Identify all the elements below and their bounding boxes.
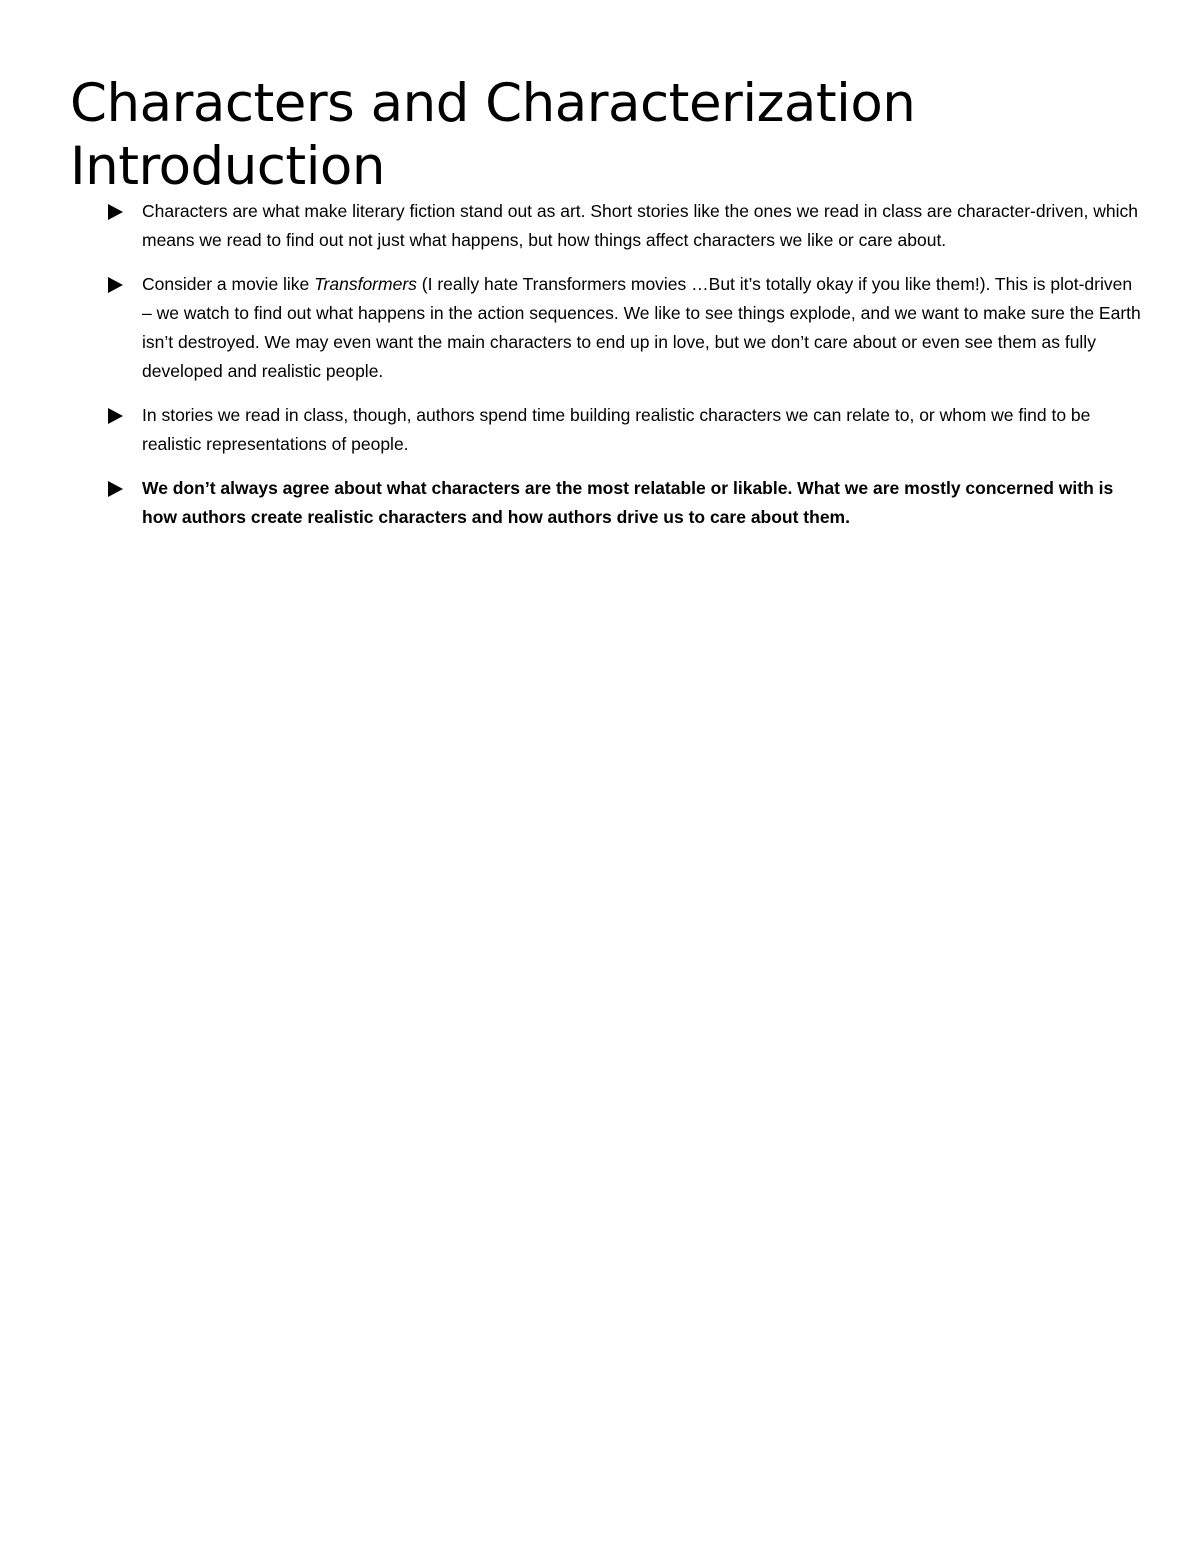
triangle-bullet-icon bbox=[108, 408, 123, 424]
bullet-text bbox=[142, 270, 1144, 386]
movie-title-italic: Transformers bbox=[314, 274, 417, 294]
bullet-item bbox=[104, 270, 1144, 386]
bullet-item bbox=[104, 197, 1144, 255]
triangle-bullet-icon bbox=[108, 204, 123, 220]
bullet-text-after: (I really hate Transformers movies …But it’s totally okay if you like them!). This is plot-driven – we watch to find out what happens in the action sequences. We like to see things explode, and we want to make sure the Earth isn’t destroyed. We may even want the main characters to end up in love, but we don’t care about or even see them as fully developed and realistic people. bbox=[142, 274, 1141, 381]
bullet-list bbox=[104, 197, 1144, 547]
bullet-text: Characters are what make literary fiction stand out as art. Short stories like the ones we read in class are character-driven, which means we read to find out not just what happens, but how things affect characters we like or care about. bbox=[142, 201, 1138, 250]
page-title: Characters and Characterization Introduction bbox=[70, 73, 916, 197]
triangle-bullet-icon bbox=[108, 277, 123, 293]
triangle-bullet-icon bbox=[108, 481, 123, 497]
bullet-text: We don’t always agree about what characters are the most relatable or likable. What we are mostly concerned with is how authors create realistic characters and how authors drive us to care about them. bbox=[142, 478, 1114, 527]
bullet-text-before: Consider a movie like bbox=[142, 274, 315, 294]
bullet-text: In stories we read in class, though, authors spend time building realistic characters we can relate to, or whom we find to be realistic representations of people. bbox=[142, 405, 1091, 454]
bullet-item-bold bbox=[104, 474, 1144, 532]
bullet-item bbox=[104, 401, 1144, 459]
